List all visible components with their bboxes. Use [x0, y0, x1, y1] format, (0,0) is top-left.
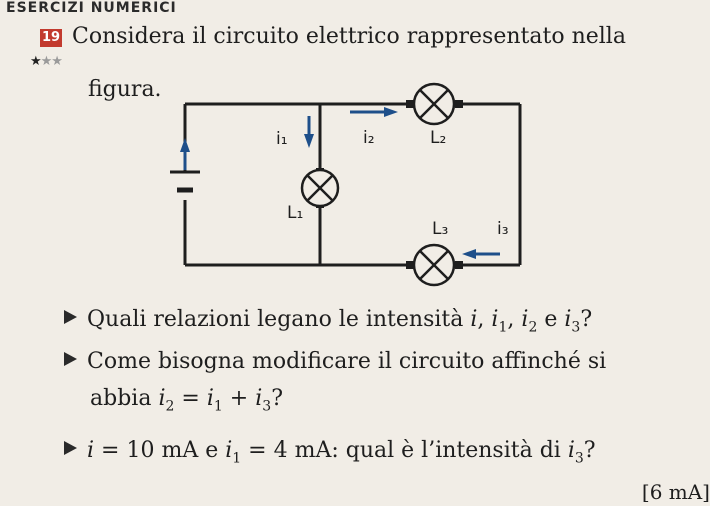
label-l3: L₃ — [432, 219, 449, 239]
lamp-l2-icon — [406, 84, 463, 124]
label-i2: i₂ — [363, 128, 375, 148]
problem-statement-line2: figura. — [88, 77, 162, 102]
label-i3: i₃ — [497, 219, 509, 239]
question-2-line2: abbia $i_2 = i_1 + i_3$? — [90, 386, 283, 415]
battery-icon — [170, 172, 200, 190]
current-arrow-i3-icon — [462, 249, 500, 259]
current-arrow-i2-icon — [350, 107, 398, 117]
lamp-l1-icon — [302, 168, 338, 208]
label-i1: i₁ — [276, 129, 288, 149]
question-3: i = 10 mA e $i_1 = 4$ mA: qual è l’intensità di $i_3$? — [64, 438, 596, 466]
question-1: Quali relazioni legano le intensità i, $i_1$, $i_2$ e $i_3$? — [64, 307, 592, 335]
problem-statement-line1: Considera il circuito elettrico rappresentato nella — [72, 24, 626, 49]
label-l2: L₂ — [430, 128, 447, 148]
label-l1: L₁ — [287, 203, 304, 223]
answer-points: [6 mA] — [641, 480, 710, 504]
bullet-triangle-icon — [64, 310, 77, 324]
star-filled-icon: ★ — [30, 54, 41, 69]
question-2: Come bisogna modificare il circuito affinché si — [64, 349, 606, 374]
bullet-triangle-icon — [64, 441, 77, 455]
current-arrow-i1-icon — [304, 116, 314, 148]
current-arrow-battery-icon — [180, 138, 190, 170]
bullet-triangle-icon — [64, 352, 77, 366]
problem-number: 19 — [41, 30, 61, 45]
section-title: ESERCIZI NUMERICI — [6, 0, 177, 16]
lamp-l3-icon — [406, 245, 463, 285]
star-empty-icon: ★★ — [40, 54, 62, 69]
